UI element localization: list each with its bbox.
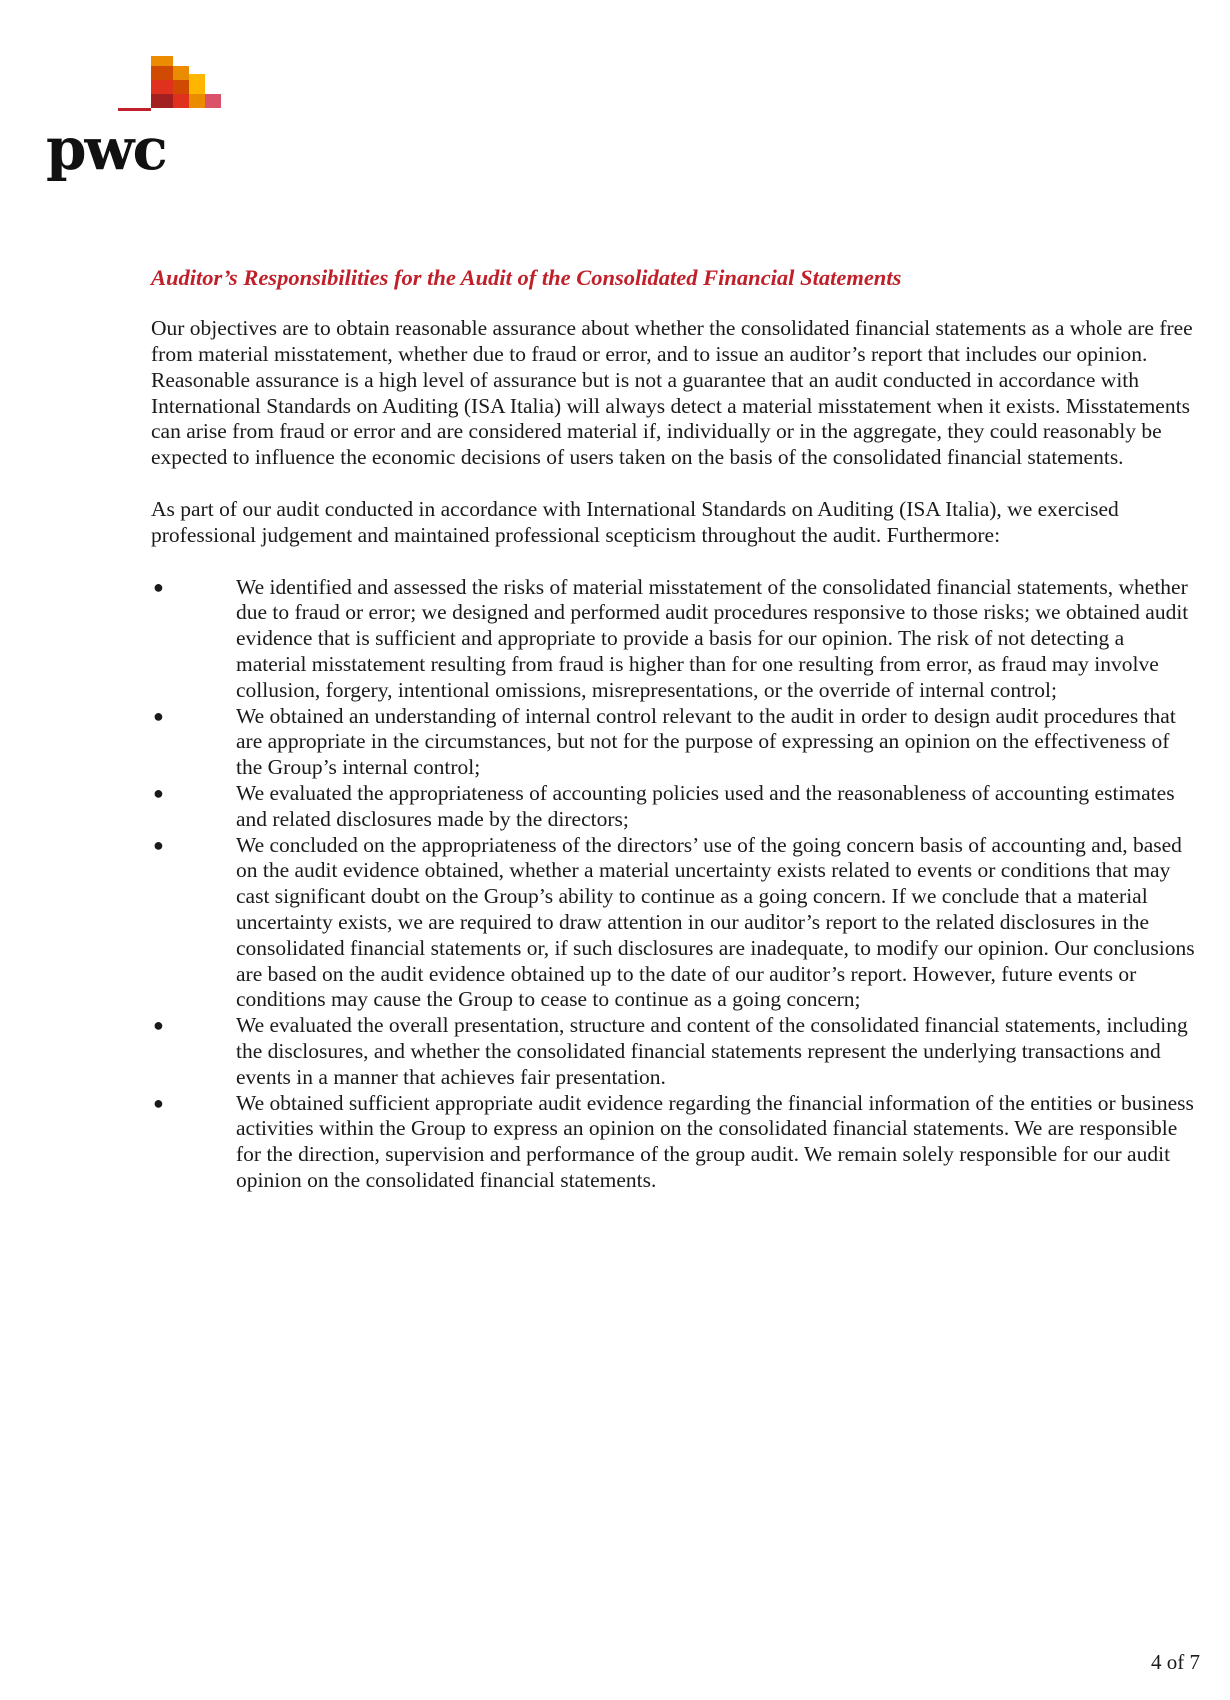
bullet-icon: ● (153, 1092, 164, 1113)
list-item (151, 781, 1196, 833)
responsibilities-list (151, 575, 1196, 1194)
bullet-icon: ● (153, 576, 164, 597)
list-item (151, 704, 1196, 781)
list-item (151, 575, 1196, 704)
document-body (151, 263, 1196, 1194)
pwc-logo (46, 54, 226, 194)
bullet-icon: ● (153, 834, 164, 855)
list-item-text: We identified and assessed the risks of material misstatement of the consolidated financial statements, whether due to fraud or error; we designed and performed audit procedures responsive to those risks; we obtained audit evidence that is sufficient and appropriate to provide a basis for our opinion. The risk of not detecting a material misstatement resulting from fraud is higher than for one resulting from error, as fraud may involve collusion, forgery, intentional omissions, misrepresentations, or the override of internal control; (236, 574, 1189, 702)
list-item (151, 833, 1196, 1014)
pwc-wordmark: pwc (46, 115, 166, 183)
pwc-logo-blocks (46, 54, 226, 124)
list-item-text: We evaluated the overall presentation, structure and content of the consolidated financial statements, including the disclosures, and whether the consolidated financial statements represent the underlying transactions and events in a manner that achieves fair presentation. (236, 1013, 1188, 1089)
bullet-icon: ● (153, 783, 164, 803)
list-item-text: We obtained sufficient appropriate audit evidence regarding the financial information of the entities or business activities within the Group to express an opinion on the consolidated financial statements. We are responsible for the direction, supervision and performance of the group audit. We remain solely responsible for our audit opinion on the consolidated financial statements. (236, 1090, 1194, 1192)
bullet-icon: ● (153, 705, 164, 726)
objectives-paragraph: Our objectives are to obtain reasonable assurance about whether the consolidated financial statements as a whole are free from material misstatement, whether due to fraud or error, and to issue an auditor’s report that includes our opinion. Reasonable assurance is a high level of assurance but is not a guarantee that an audit conducted in accordance with International Standards on Auditing (ISA Italia) will always detect a material misstatement when it exists. Misstatements can arise from fraud or error and are considered material if, individually or in the aggregate, they could reasonably be expected to influence the economic decisions of users taken on the basis of the consolidated financial statements. (151, 316, 1193, 470)
list-item-text: We evaluated the appropriateness of accounting policies used and the reasonableness of accounting estimates and related disclosures made by the directors; (236, 781, 1175, 831)
audit-approach-paragraph: As part of our audit conducted in accordance with International Standards on Auditing (ISA Italia), we exercised professional judgement and maintained professional scepticism throughout the audit. Furthermore: (151, 497, 1119, 547)
list-item-text: We concluded on the appropriateness of the directors’ use of the going concern basis of accounting and, based on the audit evidence obtained, whether a material uncertainty exists related to events or conditions that may cast significant doubt on the Group’s ability to continue as a going concern. If we conclude that a material uncertainty exists, we are required to draw attention in our auditor’s report to the related disclosures in the consolidated financial statements or, if such disclosures are inadequate, to modify our opinion. Our conclusions are based on the audit evidence obtained up to the date of our auditor’s report. However, future events or conditions may cause the Group to cease to continue as a going concern; (236, 832, 1195, 1012)
list-item (151, 1013, 1196, 1090)
list-item-text: We obtained an understanding of internal control relevant to the audit in order to design audit procedures that are appropriate in the circumstances, but not for the purpose of expressing an opinion on the effectiveness of the Group’s internal control; (236, 703, 1176, 780)
page-number: 4 of 7 (1151, 1650, 1200, 1674)
bullet-icon: ● (153, 1015, 164, 1036)
list-item (151, 1091, 1196, 1194)
section-title: Auditor’s Responsibilities for the Audit of the Consolidated Financial Statements (151, 265, 902, 290)
